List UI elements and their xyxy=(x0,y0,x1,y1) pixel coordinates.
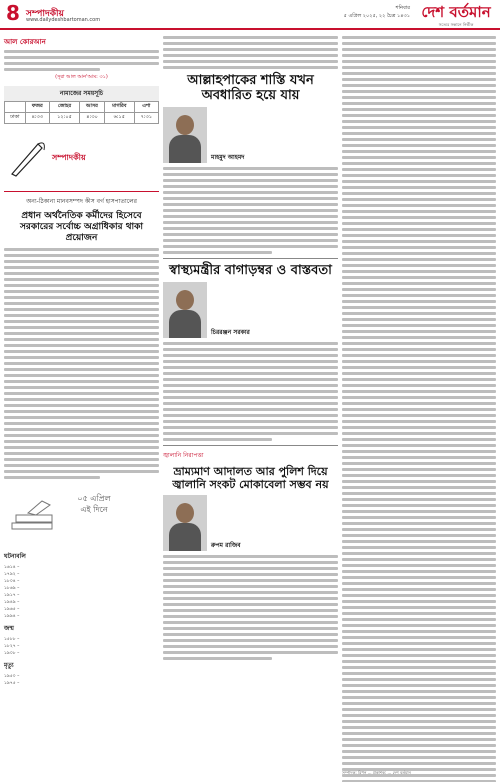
date: ৫ এপ্রিল ২০২৫, ২২ চৈত্র ১৪৩১ xyxy=(343,13,410,19)
list-item: ১৯৭৫ – xyxy=(4,681,20,686)
prayer-time: ১২:০৫ xyxy=(50,113,80,124)
column-header: এশা xyxy=(134,102,158,113)
newspaper-tagline: সত্যের সন্ধানে নির্ভীক xyxy=(438,22,474,27)
list-item: ১৯৯৪ – xyxy=(4,614,20,619)
editorial-label: সম্পাদকীয় xyxy=(52,153,86,162)
list-item: ১৮০৪ – xyxy=(4,579,20,584)
section-title: সম্পাদকীয় xyxy=(26,9,64,19)
table-corner xyxy=(5,102,26,113)
left-column xyxy=(4,36,159,776)
quill-pen-icon xyxy=(8,138,48,178)
article-3-body xyxy=(163,555,338,660)
column-header: আসর xyxy=(79,102,104,113)
right-column xyxy=(342,36,496,776)
issue-date xyxy=(300,4,410,20)
list-item: ১৮৬৯ – xyxy=(4,586,20,591)
article-2-title: স্বাস্থ্যমন্ত্রীর বাগাড়ম্বর ও বাস্তবতা xyxy=(169,263,332,278)
list-item: ১৬১৪ – xyxy=(4,565,20,570)
article-1-intro xyxy=(163,36,338,69)
list-item: ১৯৬৫ – xyxy=(4,607,20,612)
article-2-body xyxy=(163,342,338,441)
weekday: শনিবার xyxy=(395,5,410,11)
births-heading: জন্ম xyxy=(4,625,14,632)
prayer-time: ৭:৩১ xyxy=(134,113,158,124)
article-continuation xyxy=(342,36,496,782)
article-1-author-block xyxy=(163,107,338,163)
prayer-time: ৪:৩৩ xyxy=(25,113,49,124)
on-this-day-title: ০৫ এপ্রিল এই দিনে xyxy=(77,494,111,514)
column-header: ফজর xyxy=(25,102,49,113)
deaths-heading: মৃত্যু xyxy=(4,662,14,669)
list-item: ১৯১৭ – xyxy=(4,593,20,598)
events-heading: ঘটনাবলি xyxy=(4,553,26,560)
editorial-body xyxy=(4,248,159,479)
editorial-kicker: অন্য-ঠিকানা মানবসম্পদ কীস বর্গ হাসপাতালের xyxy=(26,198,137,205)
editorial-title: প্রধান অর্থনৈতিক কর্মীদের হিসেবে সরকারের সর্বোচ্চ অগ্রাধিকার থাকা প্রয়োজন xyxy=(19,211,144,243)
list-item: ১৯০৮ – xyxy=(4,651,20,656)
middle-column xyxy=(163,36,338,776)
table-row xyxy=(5,113,159,124)
author-photo xyxy=(163,107,207,163)
author-photo xyxy=(163,282,207,338)
list-item: ১৭৯২ – xyxy=(4,572,20,577)
author-name: চিররঞ্জন সরকার xyxy=(211,329,250,336)
list-item: ১৮২৭ – xyxy=(4,644,20,649)
article-1-title: আল্লাহপাকের শাস্তি যখন অবধারিত হয়ে যায় xyxy=(187,73,314,103)
page-number: 8 xyxy=(6,2,26,24)
prayer-times-table xyxy=(4,86,159,124)
list-item: ১৫৮৮ – xyxy=(4,637,20,642)
article-1-body xyxy=(163,167,338,254)
prayer-table-caption: নামাজের সময়সূচি xyxy=(4,86,159,101)
list-item: ১৯৫০ – xyxy=(4,674,20,679)
publisher-credit: সম্পাদক: রিপন ... প্রকাশক: ... দেশ বর্তমান xyxy=(342,770,411,775)
prayer-time: ৪:৩০ xyxy=(79,113,104,124)
prayer-time: ৬:১৫ xyxy=(105,113,135,124)
row-label: ঢাকা xyxy=(5,113,26,124)
masthead xyxy=(0,0,500,30)
verse-text xyxy=(4,50,159,71)
column-header: জোহর xyxy=(50,102,80,113)
list-item: ১৯৪৯ – xyxy=(4,600,20,605)
events-list xyxy=(4,565,159,620)
author-name: মাহমুদ আহমদ xyxy=(211,154,245,161)
verse-source: (সূরা আল আন'আম: ৩১) xyxy=(55,74,108,80)
books-icon xyxy=(8,499,58,539)
article-3-title: ভ্রাম্যমাণ আদালত আর পুলিশ দিয়ে জ্বালানি সংকট মোকাবেলা সম্ভব নয় xyxy=(172,465,329,491)
column-header: মাগরিব xyxy=(105,102,135,113)
website-link[interactable]: www.dailydeshbartoman.com xyxy=(26,17,101,23)
article-2-author-block xyxy=(163,282,338,338)
author-name: রুপম রাজিব xyxy=(211,542,241,549)
on-this-day-box xyxy=(4,485,159,545)
author-photo xyxy=(163,495,207,551)
article-3-kicker: জ্বালানি নিরাপত্তা xyxy=(163,452,204,459)
editorial-header xyxy=(4,130,159,192)
newspaper-logo: দেশ বর্তমান xyxy=(421,3,491,21)
verse-heading: আল কোরআন xyxy=(4,38,46,46)
article-3-author-block xyxy=(163,495,338,551)
